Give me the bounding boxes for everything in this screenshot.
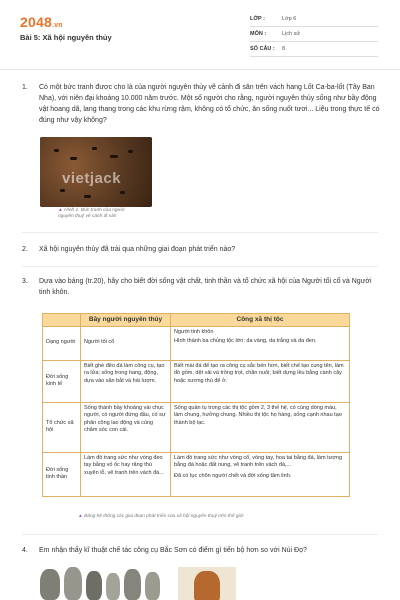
divider (22, 266, 378, 267)
table-header-cell (43, 314, 81, 327)
row-label: Đời sống kinh tế (43, 360, 81, 402)
table-row (43, 326, 350, 360)
question-text: Xã hội nguyên thủy đã trải qua những giai đoạn phát triển nào? (39, 246, 236, 253)
figure-1-caption (58, 208, 158, 220)
table-cell: Biết mài đá để tạo ra công cụ sắc bén hơn, biết chế tạo cung tên, làm đồ gốm, dệt vải và trồng trọt, chăn nuôi; biết dựng lều bằng cành cây hoặc xương thú để ở. (171, 360, 350, 402)
meta-label: LỚP : (250, 16, 265, 22)
question-number: 4. (22, 547, 28, 554)
stone-tool (145, 572, 160, 600)
meta-row-subject (250, 27, 378, 42)
question-text: Dựa vào bảng (tr.20), hãy cho biết đời sống vật chất, tinh thần và tổ chức xã hội của Người tối cổ và Người tinh khôn. (39, 278, 372, 296)
table-row (43, 360, 350, 402)
meta-row-class (250, 12, 378, 27)
divider (22, 534, 378, 535)
table-row (43, 402, 350, 452)
artifact-image (178, 567, 236, 600)
question-text: Có một bức tranh được cho là của người nguyên thủy vẽ cảnh đi săn trên vách hang Lốt Ca-ba-lốt (Tây Ban Nha), với niên đại khoảng 10.000 năm trước. Một số người cho rằng, người nguyên thủy sống như bầy động vật hoang dã, lang thang trong các khu rừng rậm, không có tổ chức, ăn sống nuốt tươi... Liệu trong thực tế có đúng như vậy không? (39, 84, 380, 124)
table-header-cell: Bầy người nguyên thủy (81, 314, 171, 327)
meta-row-count (250, 42, 378, 57)
caption-triangle-icon: ▲ (58, 208, 65, 213)
cell-line: Đã có tục chôn người chết và đời sống tâm linh. (174, 472, 292, 479)
row-label: Đời sống tinh thần (43, 452, 81, 496)
question-4 (22, 545, 382, 556)
row-label: Tổ chức xã hội (43, 402, 81, 452)
cell-line: Hình thành ba chủng tộc lớn: da vàng, da trắng và da đen. (174, 338, 317, 344)
table-header-row (43, 314, 350, 327)
logo-text: 2048 (20, 14, 52, 30)
question-number: 2. (22, 246, 28, 253)
table-row (43, 452, 350, 496)
table-header-cell: Công xã thị tộc (171, 314, 350, 327)
stone-tool (86, 571, 102, 600)
meta-value: 8 (282, 46, 286, 52)
cell-line: Người tinh khôn (174, 328, 214, 335)
stone-tools-images (40, 563, 270, 600)
society-stages-table (42, 313, 350, 497)
caption-line: Hình 1. Bức tranh của người (64, 208, 125, 213)
question-2 (22, 244, 382, 255)
caption-line: nguyên thuỷ vẽ cảnh đi săn (58, 214, 117, 219)
question-number: 1. (22, 84, 28, 91)
stone-tool (106, 573, 120, 600)
meta-value: Lớp 6 (282, 16, 297, 22)
table-cell (171, 452, 350, 496)
table-caption (78, 514, 358, 520)
lesson-title: Bài 5: Xã hội nguyên thủy (20, 33, 112, 42)
divider (22, 232, 378, 233)
table-cell: Sống thành bầy khoảng vài chục người, có người đứng đầu, có sự phân công lao động và cùng chăm sóc con cái. (81, 402, 171, 452)
page-header (0, 0, 400, 70)
stone-tool (124, 569, 141, 600)
question-text: Em nhận thấy kĩ thuật chế tác công cụ Bắc Sơn có điểm gì tiến bộ hơn so với Núi Đọ? (39, 547, 307, 554)
caption-line: Bảng hệ thống các giai đoạn phát triển của xã hội nguyên thuỷ trên thế giới (84, 514, 244, 519)
stone-tool (64, 567, 82, 600)
question-1 (22, 82, 382, 126)
logo-suffix: .vn (51, 22, 63, 29)
lesson-meta (250, 12, 378, 57)
image-watermark: vietjack (62, 170, 122, 187)
table-cell: Biết ghè đẽo đá làm công cụ, tạo ra lửa; sống trong hang, động, dựa vào săn bắt và hái lượm. (81, 360, 171, 402)
table-cell (171, 326, 350, 360)
meta-value: Lịch sử (282, 31, 301, 37)
meta-label: MÔN : (250, 31, 267, 37)
cell-line: Làm đồ trang sức như vòng cổ, vòng tay, hoa tai bằng đá, làm tượng bằng đá hoặc đất nung, vẽ tranh trên vách đá,... (174, 454, 343, 468)
table-cell: Sống quần tụ trong các thị tộc gồm 2, 3 thế hệ, có cùng dòng máu, làm chung, hưởng chung. Nhiều thị tộc họ hàng, sống cạnh nhau tạo thành bộ lạc. (171, 402, 350, 452)
row-label: Dạng người (43, 326, 81, 360)
caption-triangle-icon: ▲ (78, 514, 85, 519)
stone-tool (40, 569, 60, 600)
meta-label: SỐ CÂU : (250, 46, 275, 52)
question-number: 3. (22, 278, 28, 285)
site-logo[interactable] (20, 14, 63, 30)
table-cell: Người tối cổ (81, 326, 171, 360)
question-3 (22, 276, 382, 298)
cave-painting-image (40, 137, 152, 207)
table-cell: Làm đồ trang sức như vòng đeo tay bằng vỏ ốc hay răng thú xuyên lỗ, vẽ tranh trên vách đá... (81, 452, 171, 496)
